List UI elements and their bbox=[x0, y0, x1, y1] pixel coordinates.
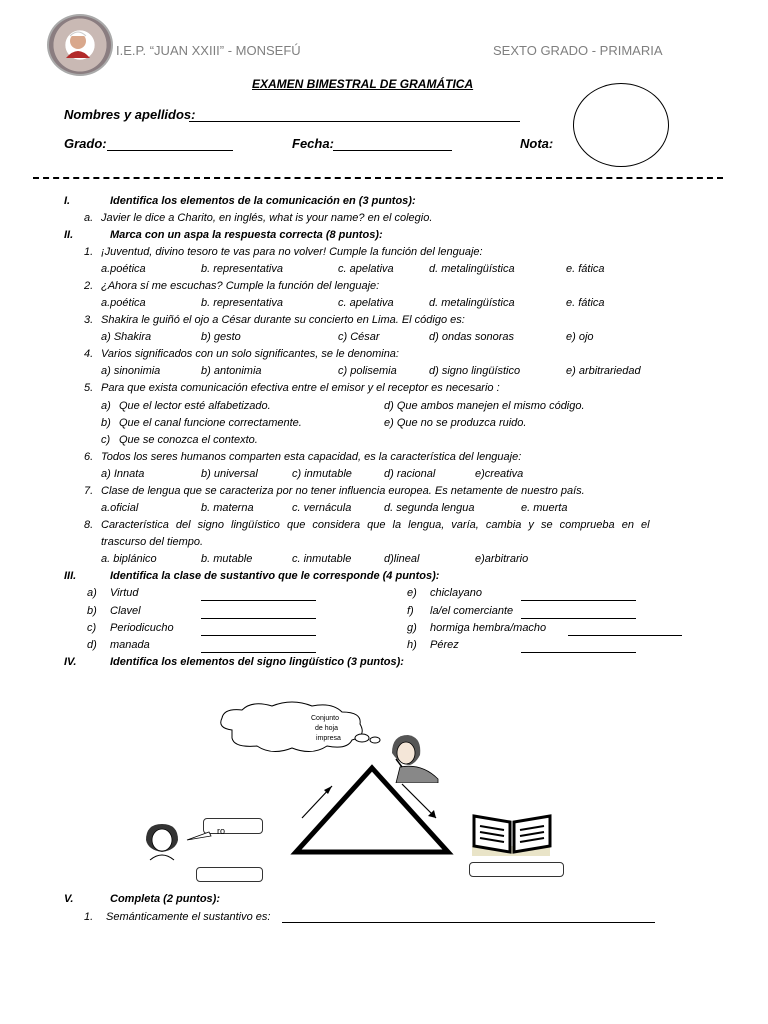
q5-option-c[interactable]: Que se conozca el contexto. bbox=[119, 434, 258, 446]
q7-text: Clase de lengua que se caracteriza por no tener influencia europea. Es netamente de nuestro país. bbox=[101, 485, 585, 497]
q1-option[interactable]: a.poética bbox=[101, 263, 146, 275]
section5-q1-text: Semánticamente el sustantivo es: bbox=[106, 911, 271, 923]
q1-option[interactable]: b. representativa bbox=[201, 263, 283, 275]
noun-word: la/el comerciante bbox=[430, 605, 514, 617]
q8-option[interactable]: b. mutable bbox=[201, 553, 253, 565]
q4-option[interactable]: a) sinonimia bbox=[101, 365, 161, 377]
q4-option[interactable]: e) arbitrariedad bbox=[566, 365, 641, 377]
q7-option[interactable]: d. segunda lengua bbox=[384, 502, 475, 514]
q5-number: 5. bbox=[84, 382, 94, 394]
q3-option[interactable]: a) Shakira bbox=[101, 331, 152, 343]
book-answer-box[interactable] bbox=[469, 862, 564, 877]
q8-option[interactable]: a. biplánico bbox=[101, 553, 157, 565]
q1-option[interactable]: c. apelativa bbox=[338, 263, 394, 275]
q1-text: ¡Juventud, divino tesoro te vas para no volver! Cumple la función del lenguaje: bbox=[101, 246, 483, 258]
q2-option[interactable]: e. fática bbox=[566, 297, 605, 309]
date-label: Fecha: bbox=[292, 136, 334, 151]
exam-title: EXAMEN BIMESTRAL DE GRAMÁTICA bbox=[252, 77, 474, 91]
noun-letter: e) bbox=[407, 587, 417, 599]
q6-option[interactable]: e)creativa bbox=[475, 468, 524, 480]
q6-option[interactable]: d) racional bbox=[384, 468, 436, 480]
section2-number: II. bbox=[64, 229, 74, 241]
q5-option-a[interactable]: Que el lector esté alfabetizado. bbox=[119, 400, 271, 412]
section5-number: V. bbox=[64, 893, 74, 905]
q6-option[interactable]: b) universal bbox=[201, 468, 258, 480]
noun-answer-field[interactable] bbox=[201, 640, 316, 653]
q5-option-b[interactable]: Que el canal funcione correctamente. bbox=[119, 417, 302, 429]
seal-portrait-icon bbox=[47, 14, 109, 72]
section4-title: Identifica los elementos del signo lingüístico (3 puntos): bbox=[110, 656, 404, 668]
noun-answer-field[interactable] bbox=[521, 640, 636, 653]
q5-option-b-letter: b) bbox=[101, 417, 111, 429]
score-circle[interactable] bbox=[573, 83, 669, 167]
section4-number: IV. bbox=[64, 656, 77, 668]
noun-letter: c) bbox=[87, 622, 97, 634]
noun-letter: a) bbox=[87, 587, 97, 599]
section3-title: Identifica la clase de sustantivo que le corresponde (4 puntos): bbox=[110, 570, 440, 582]
q3-option[interactable]: b) gesto bbox=[201, 331, 241, 343]
q3-text: Shakira le guiñó el ojo a César durante su concierto en Lima. El código es: bbox=[101, 314, 465, 326]
q8-option[interactable]: c. inmutable bbox=[292, 553, 352, 565]
noun-letter: d) bbox=[87, 639, 97, 651]
q6-number: 6. bbox=[84, 451, 94, 463]
section1-number: I. bbox=[64, 195, 71, 207]
q4-option[interactable]: c) polisemia bbox=[338, 365, 397, 377]
noun-letter: h) bbox=[407, 639, 417, 651]
q5-option-a-letter: a) bbox=[101, 400, 111, 412]
q7-option[interactable]: b. materna bbox=[201, 502, 254, 514]
q4-number: 4. bbox=[84, 348, 94, 360]
score-label: Nota: bbox=[520, 136, 554, 151]
q6-text: Todos los seres humanos comparten esta capacidad, es la característica del lenguaje: bbox=[101, 451, 522, 463]
q5-option-d[interactable]: d) Que ambos manejen el mismo código. bbox=[384, 400, 585, 412]
q8-text-line2: trascurso del tiempo. bbox=[101, 536, 204, 548]
q2-option[interactable]: c. apelativa bbox=[338, 297, 394, 309]
section5-answer-field[interactable] bbox=[282, 910, 655, 923]
q3-option[interactable]: c) César bbox=[338, 331, 380, 343]
q7-option[interactable]: e. muerta bbox=[521, 502, 568, 514]
grade-level: SEXTO GRADO - PRIMARIA bbox=[493, 43, 663, 58]
q6-option[interactable]: a) Innata bbox=[101, 468, 145, 480]
noun-word: Pérez bbox=[430, 639, 459, 651]
q5-option-e[interactable]: e) Que no se produzca ruido. bbox=[384, 417, 527, 429]
noun-letter: f) bbox=[407, 605, 414, 617]
section2-title: Marca con un aspa la respuesta correcta (8 puntos): bbox=[110, 229, 383, 241]
q4-option[interactable]: d) signo lingüístico bbox=[429, 365, 521, 377]
q5-text: Para que exista comunicación efectiva entre el emisor y el receptor es necesario : bbox=[101, 382, 500, 394]
school-seal bbox=[47, 14, 113, 76]
girl-face-icon bbox=[140, 822, 186, 862]
separator-dashes bbox=[33, 177, 723, 179]
q4-text: Varios significados con un solo significantes, se le denomina: bbox=[101, 348, 399, 360]
q1-number: 1. bbox=[84, 246, 94, 258]
q8-text-line1: Característica del signo lingüístico que considera que la lengua, varía, cambia y se comprueba en el bbox=[101, 519, 650, 531]
section1-item-letter: a. bbox=[84, 212, 94, 224]
thought-cloud bbox=[212, 700, 392, 760]
q1-option[interactable]: e. fática bbox=[566, 263, 605, 275]
noun-word: chiclayano bbox=[430, 587, 482, 599]
date-field[interactable] bbox=[333, 135, 452, 151]
noun-answer-field[interactable] bbox=[521, 588, 636, 601]
speech-box-text: ro bbox=[217, 826, 226, 836]
q2-number: 2. bbox=[84, 280, 94, 292]
grade-field[interactable] bbox=[107, 135, 233, 151]
section3-number: III. bbox=[64, 570, 77, 582]
q8-option[interactable]: e)arbitrario bbox=[475, 553, 529, 565]
q3-option[interactable]: d) ondas sonoras bbox=[429, 331, 514, 343]
noun-letter: g) bbox=[407, 622, 417, 634]
q7-number: 7. bbox=[84, 485, 94, 497]
q3-number: 3. bbox=[84, 314, 94, 326]
q8-number: 8. bbox=[84, 519, 94, 531]
noun-answer-field[interactable] bbox=[201, 623, 316, 636]
noun-word: Periodicucho bbox=[110, 622, 174, 634]
section1-title: Identifica los elementos de la comunicación en (3 puntos): bbox=[110, 195, 416, 207]
noun-word: manada bbox=[110, 639, 150, 651]
names-field[interactable] bbox=[189, 106, 520, 122]
cloud-text-line3: impresa bbox=[316, 735, 341, 742]
q2-option[interactable]: a.poética bbox=[101, 297, 146, 309]
q5-option-c-letter: c) bbox=[101, 434, 111, 446]
noun-answer-field[interactable] bbox=[201, 588, 316, 601]
noun-word: Virtud bbox=[110, 587, 139, 599]
noun-word: hormiga hembra/macho bbox=[430, 622, 547, 634]
q2-option[interactable]: d. metalingüística bbox=[429, 297, 515, 309]
noun-answer-field[interactable] bbox=[201, 606, 316, 619]
q2-option[interactable]: b. representativa bbox=[201, 297, 283, 309]
section5-q1-number: 1. bbox=[84, 911, 94, 923]
cloud-text-line2: de hoja bbox=[315, 725, 338, 732]
q2-text: ¿Ahora sí me escuchas? Cumple la función del lenguaje: bbox=[101, 280, 380, 292]
noun-letter: b) bbox=[87, 605, 97, 617]
names-label: Nombres y apellidos: bbox=[64, 107, 196, 122]
q6-option[interactable]: c) inmutable bbox=[292, 468, 352, 480]
open-book-icon bbox=[470, 812, 554, 858]
emitter-answer-box[interactable] bbox=[196, 867, 263, 882]
noun-answer-field[interactable] bbox=[568, 623, 682, 636]
q8-option[interactable]: d)lineal bbox=[384, 553, 420, 565]
section1-item-text: Javier le dice a Charito, en inglés, what is your name? en el colegio. bbox=[101, 212, 433, 224]
q4-option[interactable]: b) antonimia bbox=[201, 365, 262, 377]
q7-option[interactable]: c. vernácula bbox=[292, 502, 352, 514]
q1-option[interactable]: d. metalingüística bbox=[429, 263, 515, 275]
cloud-text-line1: Conjunto bbox=[311, 715, 340, 722]
noun-word: Clavel bbox=[110, 605, 141, 617]
arrow-up-icon bbox=[298, 780, 338, 820]
noun-answer-field[interactable] bbox=[521, 606, 636, 619]
q3-option[interactable]: e) ojo bbox=[566, 331, 594, 343]
q7-option[interactable]: a.oficial bbox=[101, 502, 139, 514]
arrow-down-icon bbox=[398, 780, 442, 824]
section5-title: Completa (2 puntos): bbox=[110, 893, 220, 905]
school-name: I.E.P. “JUAN XXIII” - MONSEFÚ bbox=[116, 43, 301, 58]
grade-label: Grado: bbox=[64, 136, 107, 151]
